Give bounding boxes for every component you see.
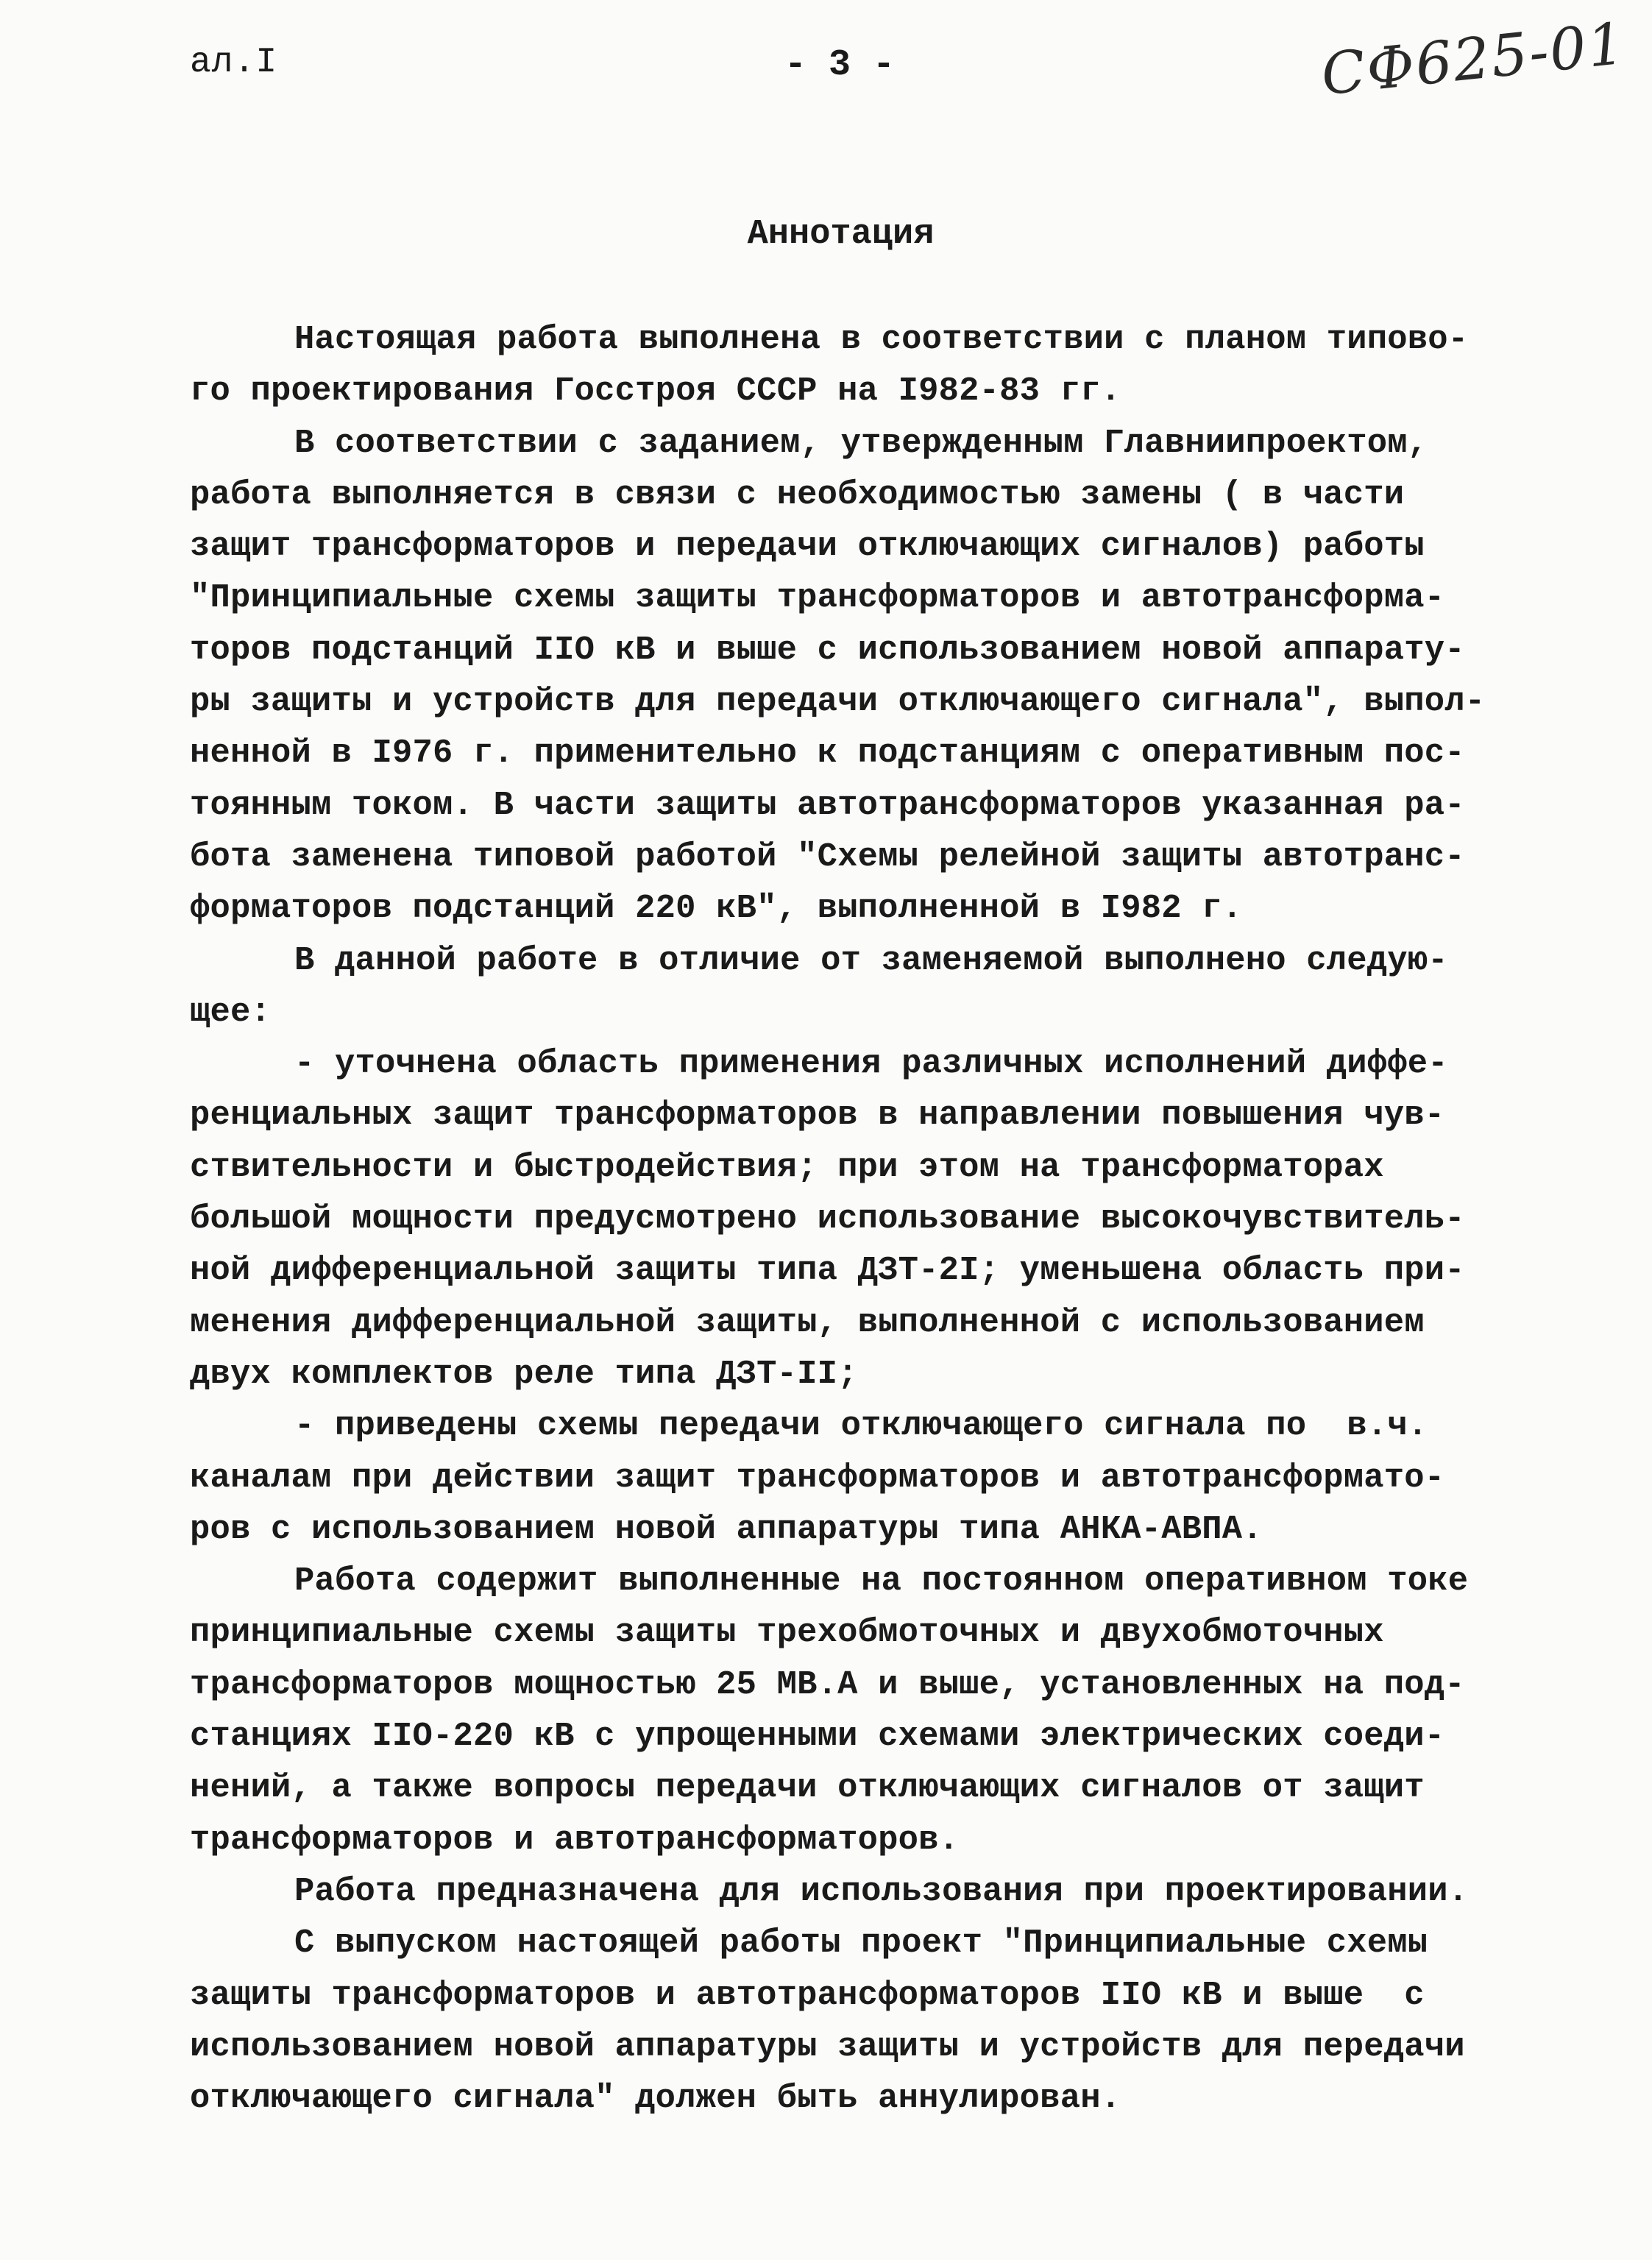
paragraph	[190, 1555, 1536, 1866]
text-line: станциях IIO-220 кВ с упрощенными схемами электрических соеди-	[190, 1717, 1445, 1756]
paragraph	[190, 935, 1536, 1038]
paragraph	[190, 417, 1536, 935]
text-line: В данной работе в отличие от заменяемой выполнено следую-	[294, 941, 1448, 980]
text-line: ненной в I976 г. применительно к подстанциям с оперативным пос-	[190, 734, 1465, 773]
text-line: принципиальные схемы защиты трехобмоточных и двухобмоточных	[190, 1613, 1384, 1652]
text-line: "Принципиальные схемы защиты трансформаторов и автотрансформа-	[190, 578, 1445, 617]
text-line: тоянным током. В части защиты автотрансформаторов указанная ра-	[190, 785, 1465, 824]
page-number: - 3 -	[784, 44, 896, 86]
paragraph	[190, 314, 1536, 417]
text-line: использованием новой аппаратуры защиты и устройств для передачи	[190, 2027, 1465, 2066]
text-line: ры защиты и устройств для передачи отключающего сигнала", выпол-	[190, 682, 1486, 721]
text-line: работа выполняется в связи с необходимостью замены ( в части	[190, 475, 1405, 514]
sheet-label: ал.I	[190, 43, 278, 82]
handwritten-document-code: СФ625-01	[1318, 10, 1629, 109]
paragraph	[190, 1038, 1536, 1400]
text-line: Работа содержит выполненные на постоянном оперативном токе	[294, 1562, 1469, 1601]
text-line: щее:	[190, 992, 272, 1031]
text-line: трансформаторов и автотрансформаторов.	[190, 1820, 960, 1859]
text-line: отключающего сигнала" должен быть аннулирован.	[190, 2079, 1121, 2118]
text-line: ствительности и быстродействия; при этом на трансформаторах	[190, 1147, 1384, 1186]
text-line: защит трансформаторов и передачи отключающих сигналов) работы	[190, 527, 1425, 566]
text-line: торов подстанций IIO кВ и выше с использованием новой аппарату-	[190, 630, 1465, 669]
text-line: нений, а также вопросы передачи отключающих сигналов от защит	[190, 1768, 1425, 1807]
text-line: В соответствии с заданием, утвержденным Главниипроектом,	[294, 423, 1428, 462]
text-line: менения дифференциальной защиты, выполненной с использованием	[190, 1303, 1425, 1342]
text-line: защиты трансформаторов и автотрансформаторов IIO кВ и выше с	[190, 1975, 1425, 2014]
text-line: ренциальных защит трансформаторов в направлении повышения чув-	[190, 1096, 1445, 1135]
paragraph	[190, 1917, 1536, 2124]
text-line: каналам при действии защит трансформаторов и автотрансформато-	[190, 1458, 1445, 1497]
text-line: форматоров подстанций 220 кВ", выполненной в I982 г.	[190, 889, 1243, 928]
text-line: трансформаторов мощностью 25 МВ.А и выше, установленных на под-	[190, 1665, 1465, 1704]
text-line: ров с использованием новой аппаратуры типа АНКА-АВПА.	[190, 1509, 1263, 1548]
text-line: Настоящая работа выполнена в соответствии с планом типово-	[294, 320, 1469, 358]
text-line: - приведены схемы передачи отключающего сигнала по в.ч.	[294, 1406, 1428, 1445]
paragraph	[190, 1400, 1536, 1555]
text-line: Работа предназначена для использования при проектировании.	[294, 1871, 1469, 1910]
text-line: большой мощности предусмотрено использование высокочувствитель-	[190, 1200, 1465, 1239]
paragraph	[190, 1866, 1536, 1917]
text-line: С выпуском настоящей работы проект "Принципиальные схемы	[294, 1924, 1428, 1963]
text-line: го проектирования Госстроя СССР на I982-83 гг.	[190, 372, 1121, 411]
text-line: ной дифференциальной защиты типа ДЗТ-2I; уменьшена область при-	[190, 1251, 1465, 1290]
text-line: бота заменена типовой работой "Схемы релейной защиты автотранс-	[190, 837, 1465, 876]
text-line: - уточнена область применения различных исполнений диффе-	[294, 1044, 1448, 1083]
annotation-body	[190, 314, 1536, 2124]
annotation-title: Аннотация	[747, 215, 935, 254]
text-line: двух комплектов реле типа ДЗТ-II;	[190, 1354, 858, 1393]
